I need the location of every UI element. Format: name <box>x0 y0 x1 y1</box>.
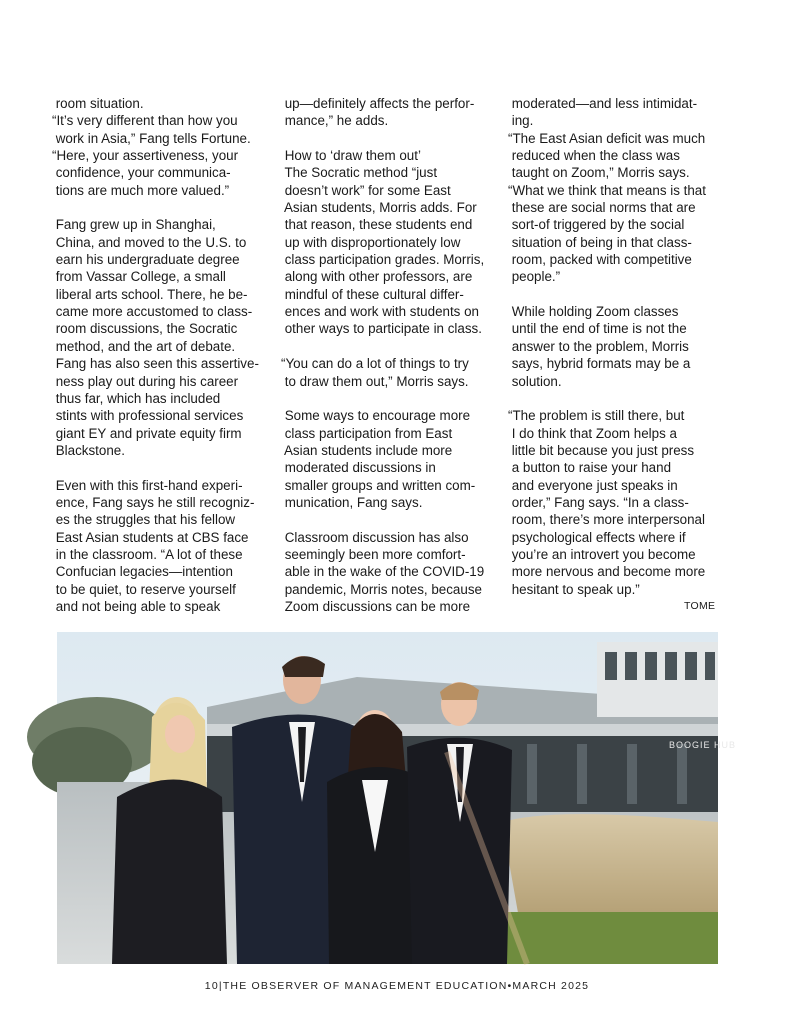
article-line: class participation grades. Morris, <box>281 252 485 268</box>
paragraph-gap <box>281 390 496 407</box>
article-line: more nervous and become more <box>508 564 706 580</box>
building-sign: BOOGIE HUB <box>669 740 737 750</box>
page-number: 10 <box>204 980 219 992</box>
article-line: work in Asia,” Fang tells Fortune. <box>52 130 251 146</box>
article-line: sort-of triggered by the social <box>508 217 685 233</box>
article-line: pandemic, Morris notes, because <box>281 581 482 597</box>
article-line: smaller groups and written com- <box>281 477 476 493</box>
article-line: order,” Fang says. “In a class- <box>508 494 689 510</box>
article-line: room discussions, the Socratic <box>52 321 238 337</box>
article-line: While holding Zoom classes <box>508 304 679 320</box>
article-line: Even with this first-hand experi- <box>52 477 243 493</box>
article-line: and everyone just speaks in <box>508 477 678 493</box>
article-line: from Vassar College, a small <box>52 269 226 285</box>
article-line: answer to the problem, Morris <box>508 338 689 354</box>
article-line: ences and work with students on <box>281 304 479 320</box>
article-line: psychological effects where if <box>508 529 686 545</box>
article-line: up—definitely affects the perfor- <box>281 96 475 111</box>
article-line: you’re an introvert you become <box>508 546 696 562</box>
article-line: “It’s very different than how you <box>52 113 238 129</box>
article-line: reduced when the class was <box>508 148 680 164</box>
article-line: these are social norms that are <box>508 200 696 216</box>
article-line: “The problem is still there, but <box>508 408 685 424</box>
article-line: mindful of these cultural differ- <box>281 286 464 302</box>
article-line: ness play out during his career <box>52 373 239 389</box>
article-line: Some ways to encourage more <box>281 408 471 424</box>
article-line: Fang has also seen this assertive- <box>52 356 259 372</box>
article-column-2 <box>281 95 496 615</box>
article-line: confidence, your communica- <box>52 165 231 181</box>
article-line: in the classroom. “A lot of these <box>52 546 243 562</box>
article-line: Zoom discussions can be more <box>281 598 471 614</box>
article-line: Asian students include more <box>281 442 453 458</box>
article-line: munication, Fang says. <box>281 494 423 510</box>
article-column-1 <box>52 95 267 615</box>
article-line: ence, Fang says he still recogniz- <box>52 494 255 510</box>
article-line: Blackstone. <box>52 442 125 458</box>
article-line: solution. <box>508 373 562 389</box>
paragraph-gap <box>281 130 496 147</box>
photo-illustration <box>57 632 737 964</box>
article-line: Confucian legacies—intention <box>52 564 233 580</box>
article-line: How to ‘draw them out’ <box>281 148 421 164</box>
article-line: Fang grew up in Shanghai, <box>52 217 216 233</box>
article-line: Classroom discussion has also <box>281 529 469 545</box>
article-line: and not being able to speak <box>52 598 221 614</box>
article-line: stints with professional services <box>52 408 244 424</box>
paragraph-gap <box>52 199 267 216</box>
article-line: “What we think that means is that <box>508 182 706 198</box>
article-line: earn his undergraduate degree <box>52 252 240 268</box>
article-line: along with other professors, are <box>281 269 473 285</box>
article-line: to draw them out,” Morris says. <box>281 373 469 389</box>
paragraph-gap <box>508 286 723 303</box>
article-line: says, hybrid formats may be a <box>508 356 691 372</box>
article-line: tions are much more valued.” <box>52 182 230 198</box>
article-line: The Socratic method “just <box>281 165 438 181</box>
page-footer <box>0 980 794 992</box>
article-line: came more accustomed to class- <box>52 304 253 320</box>
paragraph-gap <box>281 511 496 528</box>
article-line: a button to raise your hand <box>508 460 672 476</box>
article-line: up with disproportionately low <box>281 234 461 250</box>
students-photo <box>57 632 737 964</box>
article-line: I do think that Zoom helps a <box>508 425 677 441</box>
article-line: thus far, which has included <box>52 390 221 406</box>
article-line: able in the wake of the COVID-19 <box>281 564 485 580</box>
article-line: class participation from East <box>281 425 453 441</box>
paragraph-gap <box>52 459 267 476</box>
article-line: situation of being in that class- <box>508 234 692 250</box>
article-line: moderated discussions in <box>281 460 436 476</box>
article-line: hesitant to speak up.” <box>508 581 640 597</box>
article-line: doesn’t work” for some East <box>281 182 451 198</box>
article-line: mance,” he adds. <box>281 113 389 129</box>
article-line: room, there’s more interpersonal <box>508 512 705 528</box>
article-line: “You can do a lot of things to try <box>281 356 469 372</box>
article-line: China, and moved to the U.S. to <box>52 234 247 250</box>
article-line: es the struggles that his fellow <box>52 512 236 528</box>
article-line: that reason, these students end <box>281 217 473 233</box>
article-line: to be quiet, to reserve yourself <box>52 581 236 597</box>
article-line: people.” <box>508 269 561 285</box>
paragraph-gap <box>281 338 496 355</box>
article-line: method, and the art of debate. <box>52 338 236 354</box>
author-signature: TOME <box>684 600 716 612</box>
article-column-3 <box>508 95 723 598</box>
article-line: “Here, your assertiveness, your <box>52 148 239 164</box>
publication-title: |THE OBSERVER OF MANAGEMENT EDUCATION•MARCH 2025 <box>218 980 590 992</box>
article-line: until the end of time is not the <box>508 321 687 337</box>
article-line: moderated—and less intimidat- <box>508 96 698 111</box>
article-line: taught on Zoom,” Morris says. <box>508 165 690 181</box>
article-line: Asian students, Morris adds. For <box>281 200 477 216</box>
article-line: giant EY and private equity firm <box>52 425 242 441</box>
article-line: East Asian students at CBS face <box>52 529 249 545</box>
article-line: ing. <box>508 113 534 129</box>
article-line: room, packed with competitive <box>508 252 692 268</box>
article-line: other ways to participate in class. <box>281 321 482 337</box>
article-line: seemingly been more comfort- <box>281 546 466 562</box>
article-line: little bit because you just press <box>508 442 695 458</box>
article-line: room situation. <box>52 96 144 111</box>
article-line: liberal arts school. There, he be- <box>52 286 248 302</box>
article-line: “The East Asian deficit was much <box>508 130 706 146</box>
paragraph-gap <box>508 390 723 407</box>
